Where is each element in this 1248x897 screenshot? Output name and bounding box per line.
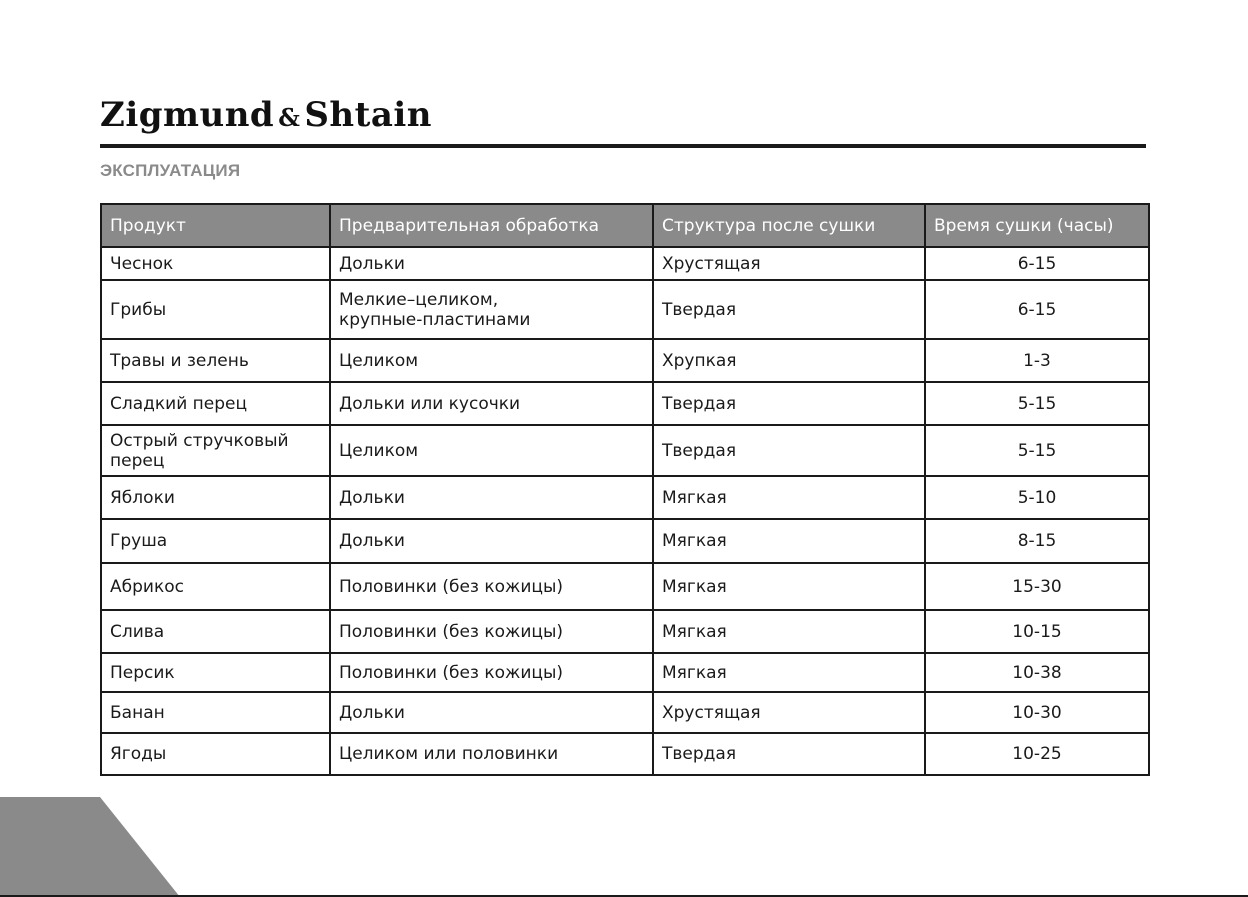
cell-product: Слива (101, 610, 330, 653)
table-row (101, 382, 1149, 425)
header-product: Продукт (101, 204, 330, 247)
cell-time: 15-30 (925, 563, 1149, 610)
header-prep: Предварительная обработка (330, 204, 653, 247)
table-row (101, 339, 1149, 382)
cell-texture: Твердая (653, 382, 925, 425)
table-row (101, 247, 1149, 280)
cell-product: Персик (101, 653, 330, 692)
cell-product (101, 425, 330, 476)
cell-prep: Половинки (без кожицы) (330, 610, 653, 653)
cell-prep: Дольки (330, 519, 653, 563)
brand-name-left: Zigmund (100, 95, 275, 135)
corner-decoration (0, 797, 180, 897)
header-texture: Структура после сушки (653, 204, 925, 247)
cell-time: 6-15 (925, 247, 1149, 280)
cell-time: 10-15 (925, 610, 1149, 653)
cell-texture: Мягкая (653, 563, 925, 610)
brand-logo (100, 95, 432, 135)
corner-triangle (0, 797, 180, 897)
table-row (101, 519, 1149, 563)
cell-prep: Дольки (330, 692, 653, 733)
cell-product: Чеснок (101, 247, 330, 280)
cell-time: 5-15 (925, 382, 1149, 425)
cell-time: 8-15 (925, 519, 1149, 563)
cell-texture: Твердая (653, 425, 925, 476)
cell-prep (330, 280, 653, 339)
section-title: ЭКСПЛУАТАЦИЯ (100, 161, 241, 180)
table-row (101, 280, 1149, 339)
cell-texture: Мягкая (653, 653, 925, 692)
cell-product-line2: перец (110, 450, 165, 471)
table-row (101, 653, 1149, 692)
cell-prep: Целиком (330, 339, 653, 382)
cell-texture: Мягкая (653, 610, 925, 653)
cell-prep: Целиком или половинки (330, 733, 653, 775)
cell-time: 6-15 (925, 280, 1149, 339)
cell-time: 10-30 (925, 692, 1149, 733)
cell-texture: Хрупкая (653, 339, 925, 382)
table-header-row (101, 204, 1149, 247)
cell-time: 1-3 (925, 339, 1149, 382)
cell-texture: Мягкая (653, 519, 925, 563)
cell-prep: Половинки (без кожицы) (330, 653, 653, 692)
cell-prep-line2: крупные-пластинами (339, 309, 531, 330)
cell-time: 10-25 (925, 733, 1149, 775)
cell-product: Банан (101, 692, 330, 733)
header-divider (100, 144, 1146, 148)
cell-product: Груша (101, 519, 330, 563)
cell-time: 10-38 (925, 653, 1149, 692)
cell-prep: Целиком (330, 425, 653, 476)
cell-prep: Половинки (без кожицы) (330, 563, 653, 610)
cell-prep-line1: Мелкие–целиком, (339, 289, 499, 310)
table-row (101, 563, 1149, 610)
cell-time: 5-10 (925, 476, 1149, 519)
cell-texture: Хрустящая (653, 247, 925, 280)
cell-texture: Хрустящая (653, 692, 925, 733)
table-row (101, 476, 1149, 519)
cell-prep: Дольки (330, 247, 653, 280)
cell-product: Абрикос (101, 563, 330, 610)
drying-table (100, 203, 1150, 776)
cell-texture: Твердая (653, 733, 925, 775)
table-row (101, 692, 1149, 733)
brand-ampersand: & (278, 103, 301, 132)
cell-texture: Твердая (653, 280, 925, 339)
cell-texture: Мягкая (653, 476, 925, 519)
cell-product: Ягоды (101, 733, 330, 775)
cell-product: Грибы (101, 280, 330, 339)
cell-product: Сладкий перец (101, 382, 330, 425)
table-row (101, 610, 1149, 653)
brand-name-right: Shtain (304, 95, 433, 135)
cell-time: 5-15 (925, 425, 1149, 476)
cell-product: Травы и зелень (101, 339, 330, 382)
cell-product-line1: Острый стручковый (110, 430, 289, 451)
header-time: Время сушки (часы) (925, 204, 1149, 247)
table-row (101, 425, 1149, 476)
cell-prep: Дольки или кусочки (330, 382, 653, 425)
table-row (101, 733, 1149, 775)
cell-product: Яблоки (101, 476, 330, 519)
cell-prep: Дольки (330, 476, 653, 519)
